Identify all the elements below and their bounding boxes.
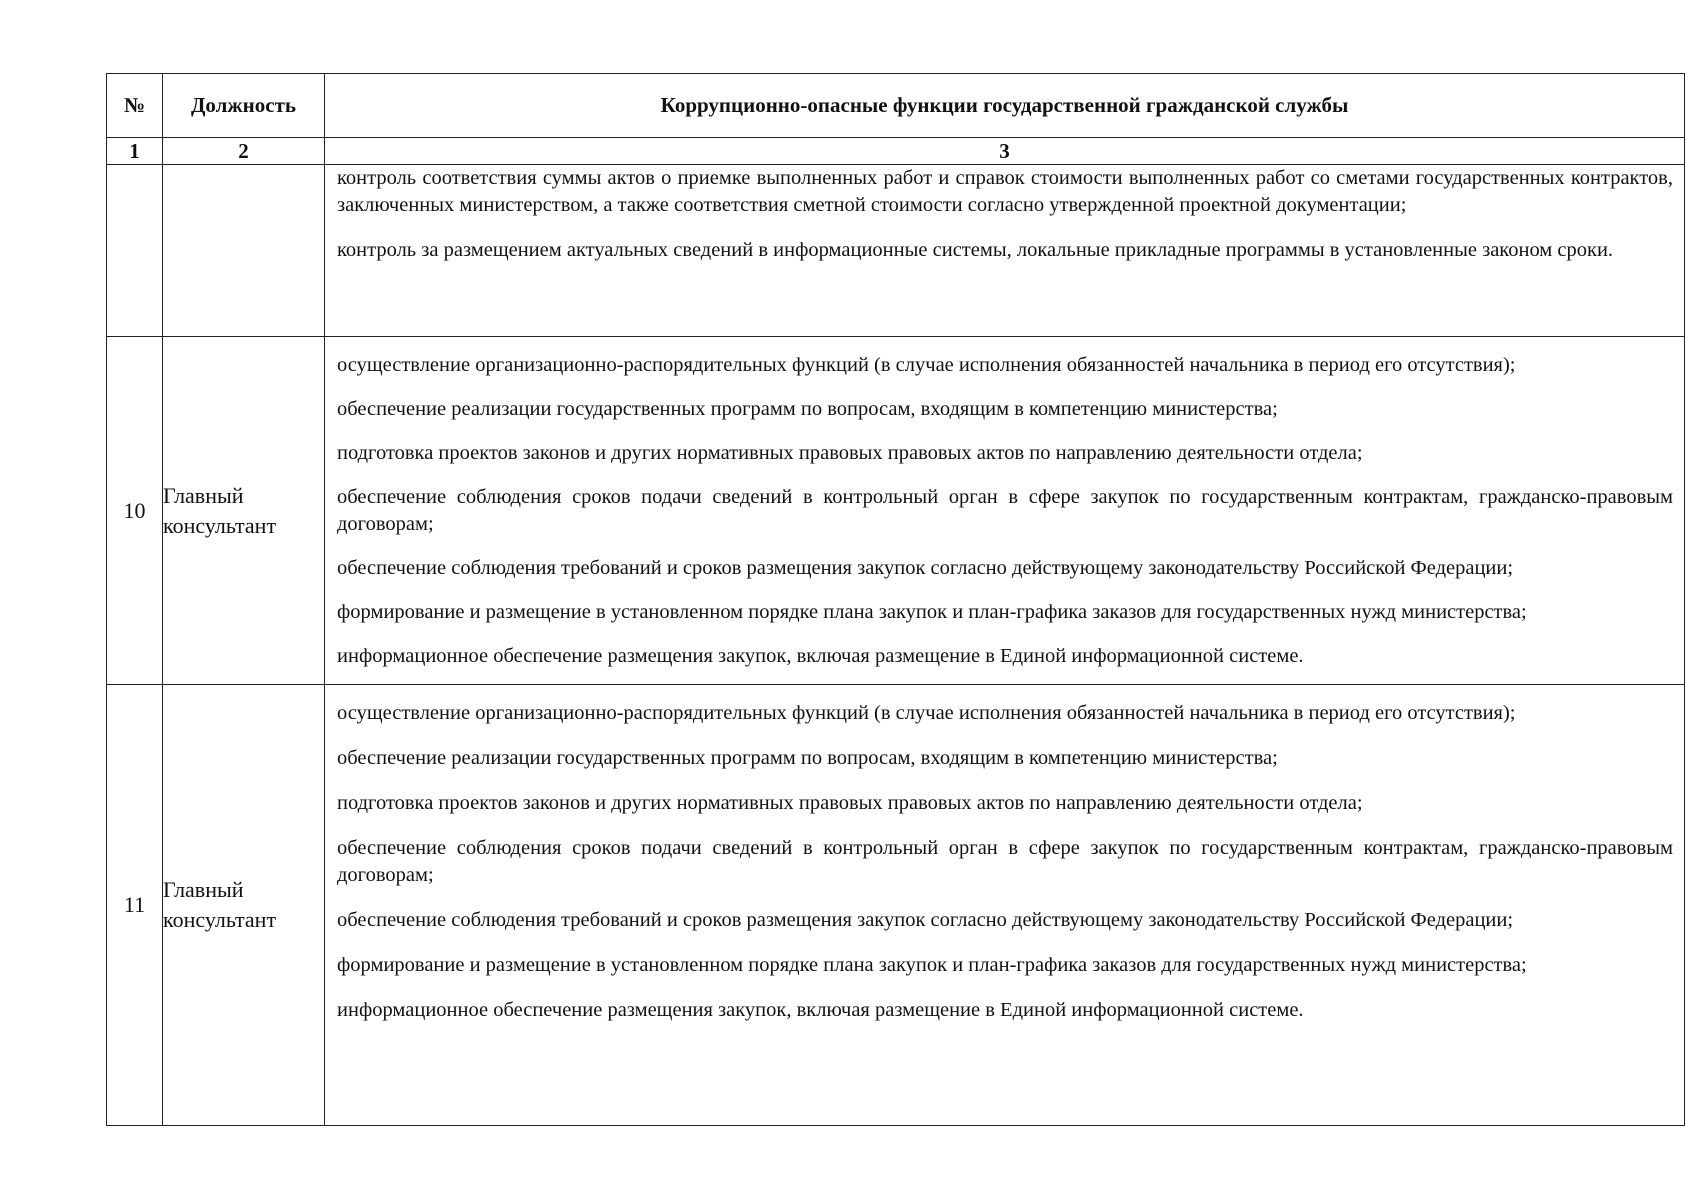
function-item: информационное обеспечение размещения закупок, включая размещение в Единой информационной системе. — [337, 999, 1304, 1021]
table-row-continuation — [107, 165, 1685, 337]
function-item: обеспечение реализации государственных программ по вопросам, входящим в компетенцию министерства; — [337, 398, 1278, 420]
function-item: обеспечение реализации государственных программ по вопросам, входящим в компетенцию министерства; — [337, 747, 1278, 769]
header-position: Должность — [163, 74, 325, 138]
row-number: 11 — [107, 685, 163, 1126]
header-functions: Коррупционно-опасные функции государственной гражданской службы — [325, 74, 1685, 138]
function-item: информационное обеспечение размещения закупок, включая размещение в Единой информационной системе. — [337, 645, 1304, 667]
row-position — [163, 165, 325, 337]
function-item: обеспечение соблюдения сроков подачи сведений в контрольный орган в сфере закупок по государственным контрактам, гражданско-правовым договорам; — [337, 486, 1673, 535]
row-number — [107, 165, 163, 337]
function-item: контроль за размещением актуальных сведений в информационные системы, локальные прикладные программы в установленные законом сроки. — [337, 239, 1614, 261]
function-item: формирование и размещение в установленном порядке плана закупок и план-графика заказов для государственных нужд министерства; — [337, 954, 1527, 976]
header-number: № — [107, 74, 163, 138]
function-item: обеспечение соблюдения требований и сроков размещения закупок согласно действующему законодательству Российской Федерации; — [337, 909, 1514, 931]
column-number-2: 2 — [163, 138, 325, 165]
table-row-10 — [107, 337, 1685, 685]
column-numbers-row — [107, 138, 1685, 165]
row-functions — [325, 685, 1685, 1126]
function-item: обеспечение соблюдения сроков подачи сведений в контрольный орган в сфере закупок по государственным контрактам, гражданско-правовым договорам; — [337, 837, 1673, 886]
function-item: обеспечение соблюдения требований и сроков размещения закупок согласно действующему законодательству Российской Федерации; — [337, 557, 1514, 579]
row-position: Главный консультант — [163, 685, 325, 1126]
column-number-3: 3 — [325, 138, 1685, 165]
function-item: подготовка проектов законов и других нормативных правовых правовых актов по направлению деятельности отдела; — [337, 442, 1363, 464]
function-item: подготовка проектов законов и других нормативных правовых правовых актов по направлению деятельности отдела; — [337, 792, 1363, 814]
corruption-functions-table — [106, 73, 1685, 1126]
column-number-1: 1 — [107, 138, 163, 165]
function-item: осуществление организационно-распорядительных функций (в случае исполнения обязанностей начальника в период его отсутствия); — [337, 354, 1516, 376]
row-functions — [325, 165, 1685, 337]
row-functions — [325, 337, 1685, 685]
table-header-row — [107, 74, 1685, 138]
document-page — [106, 73, 1684, 1126]
table-row-11 — [107, 685, 1685, 1126]
row-number: 10 — [107, 337, 163, 685]
row-position: Главный консультант — [163, 337, 325, 685]
function-item: формирование и размещение в установленном порядке плана закупок и план-графика заказов для государственных нужд министерства; — [337, 601, 1527, 623]
function-item: осуществление организационно-распорядительных функций (в случае исполнения обязанностей начальника в период его отсутствия); — [337, 702, 1516, 724]
function-item: контроль соответствия суммы актов о приемке выполненных работ и справок стоимости выполненных работ со сметами государственных контрактов, заключенных министерством, а также соответствия сметной стоимости согласно утвержденной проектной документации; — [337, 167, 1673, 216]
